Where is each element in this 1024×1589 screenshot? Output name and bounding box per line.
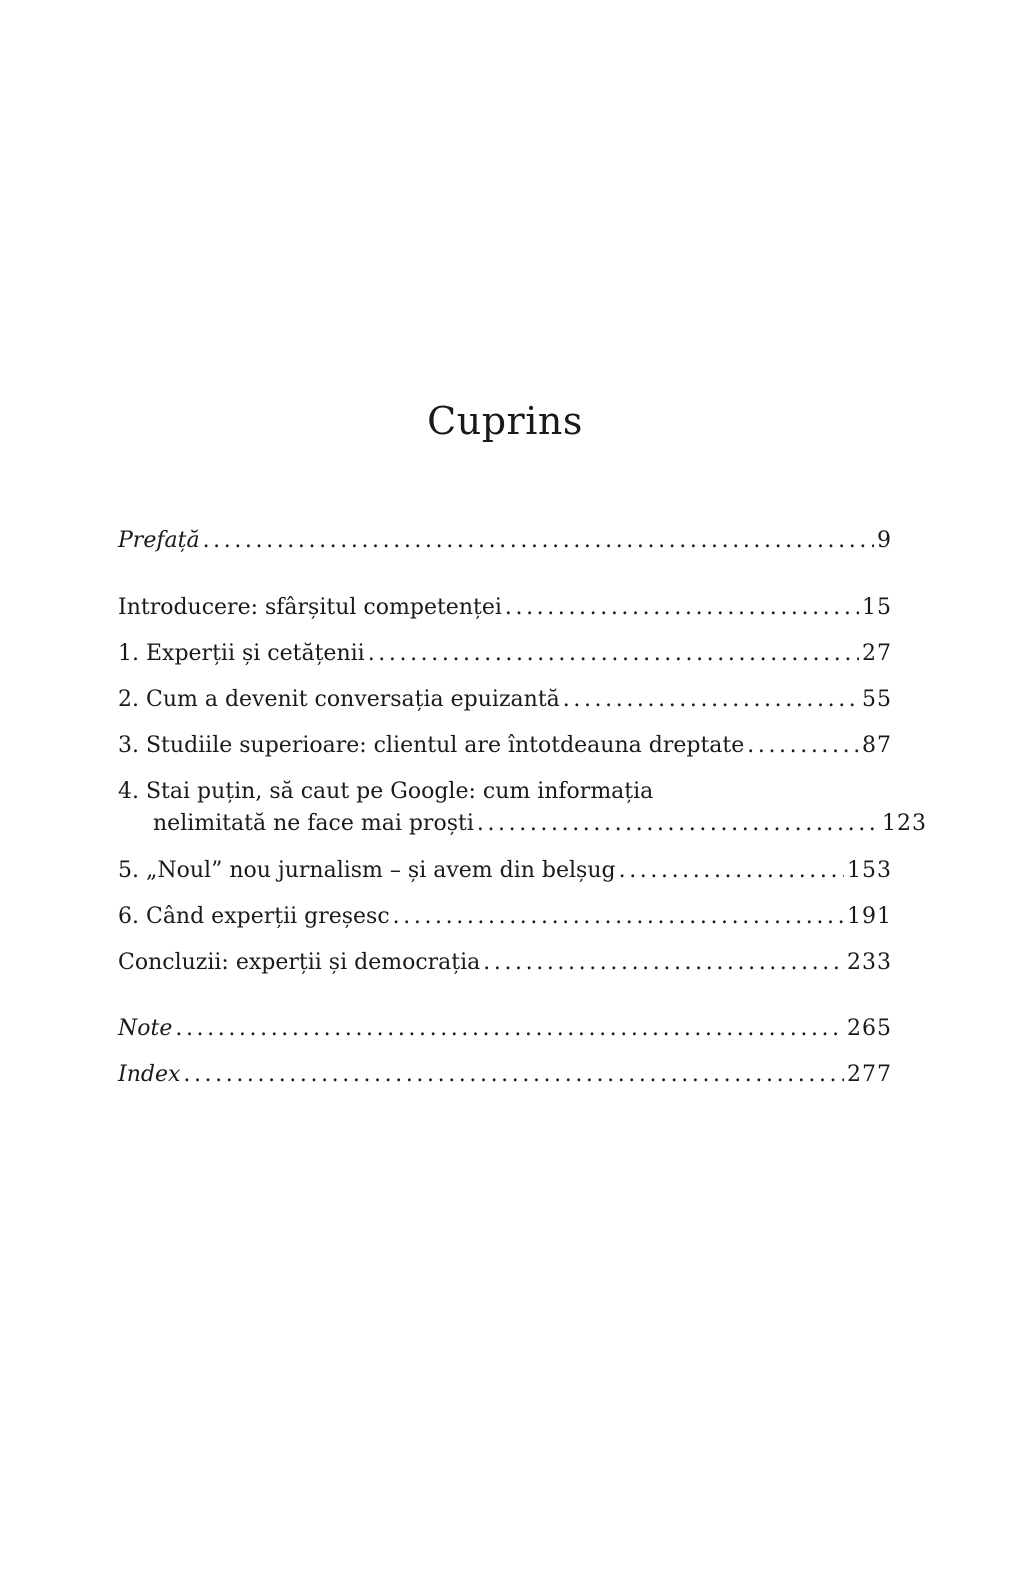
- toc-entry-label: 2. Cum a devenit conversația epuizantă: [118, 687, 560, 712]
- toc-entry-page: 15: [862, 595, 892, 620]
- toc-entry-label-line1: 4. Stai puțin, să caut pe Google: cum informația: [118, 779, 654, 804]
- toc-entry-page: 9: [877, 528, 892, 553]
- toc-entry-chapter-6[interactable]: [118, 901, 892, 933]
- toc-entry-label: 3. Studiile superioare: clientul are întotdeauna dreptate: [118, 733, 745, 758]
- dot-leader: [483, 947, 844, 979]
- dot-leader: [477, 808, 879, 840]
- dot-leader: [368, 638, 859, 670]
- toc-entry-concluzii[interactable]: [118, 947, 892, 979]
- toc-entry-prefata[interactable]: [118, 525, 892, 557]
- toc-entry-page: 123: [882, 811, 927, 836]
- toc-entry-label: 1. Experții și cetățenii: [118, 641, 365, 666]
- toc-entry-chapter-4[interactable]: [118, 776, 927, 840]
- toc-entry-label: 5. „Noul” nou jurnalism – și avem din belșug: [118, 858, 616, 883]
- toc-entry-label: Concluzii: experții și democrația: [118, 950, 481, 975]
- toc-entry-page: 27: [862, 641, 892, 666]
- toc-entry-chapter-1[interactable]: [118, 638, 892, 670]
- toc-entry-introducere[interactable]: [118, 592, 892, 624]
- toc-entry-page: 55: [862, 687, 892, 712]
- toc-entry-label: Prefață: [118, 528, 200, 553]
- toc-entry-page: 191: [847, 904, 892, 929]
- toc-entry-page: 265: [847, 1016, 892, 1041]
- dot-leader: [505, 592, 859, 624]
- toc-entry-label: Index: [118, 1062, 181, 1087]
- dot-leader: [393, 901, 844, 933]
- toc-entry-label: Introducere: sfârșitul competenței: [118, 595, 502, 620]
- toc-entry-index[interactable]: [118, 1059, 892, 1091]
- toc-entry-page: 233: [847, 950, 892, 975]
- toc-entry-page: 277: [847, 1062, 892, 1087]
- dot-leader: [563, 684, 859, 716]
- toc-entry-label: nelimitată ne face mai proști: [153, 811, 474, 836]
- toc-entry-label: Note: [118, 1016, 173, 1041]
- dot-leader: [203, 525, 874, 557]
- toc-entry-page: 153: [847, 858, 892, 883]
- toc-entry-note[interactable]: [118, 1013, 892, 1045]
- toc-entry-chapter-2[interactable]: [118, 684, 892, 716]
- page-title: Cuprins: [427, 399, 583, 443]
- dot-leader: [175, 1013, 844, 1045]
- dot-leader: [747, 730, 859, 762]
- toc-entry-chapter-5[interactable]: [118, 855, 892, 887]
- toc-entry-page: 87: [862, 733, 892, 758]
- dot-leader: [183, 1059, 844, 1091]
- toc-entry-chapter-3[interactable]: [118, 730, 892, 762]
- toc-entry-label: 6. Când experții greșesc: [118, 904, 390, 929]
- dot-leader: [619, 855, 844, 887]
